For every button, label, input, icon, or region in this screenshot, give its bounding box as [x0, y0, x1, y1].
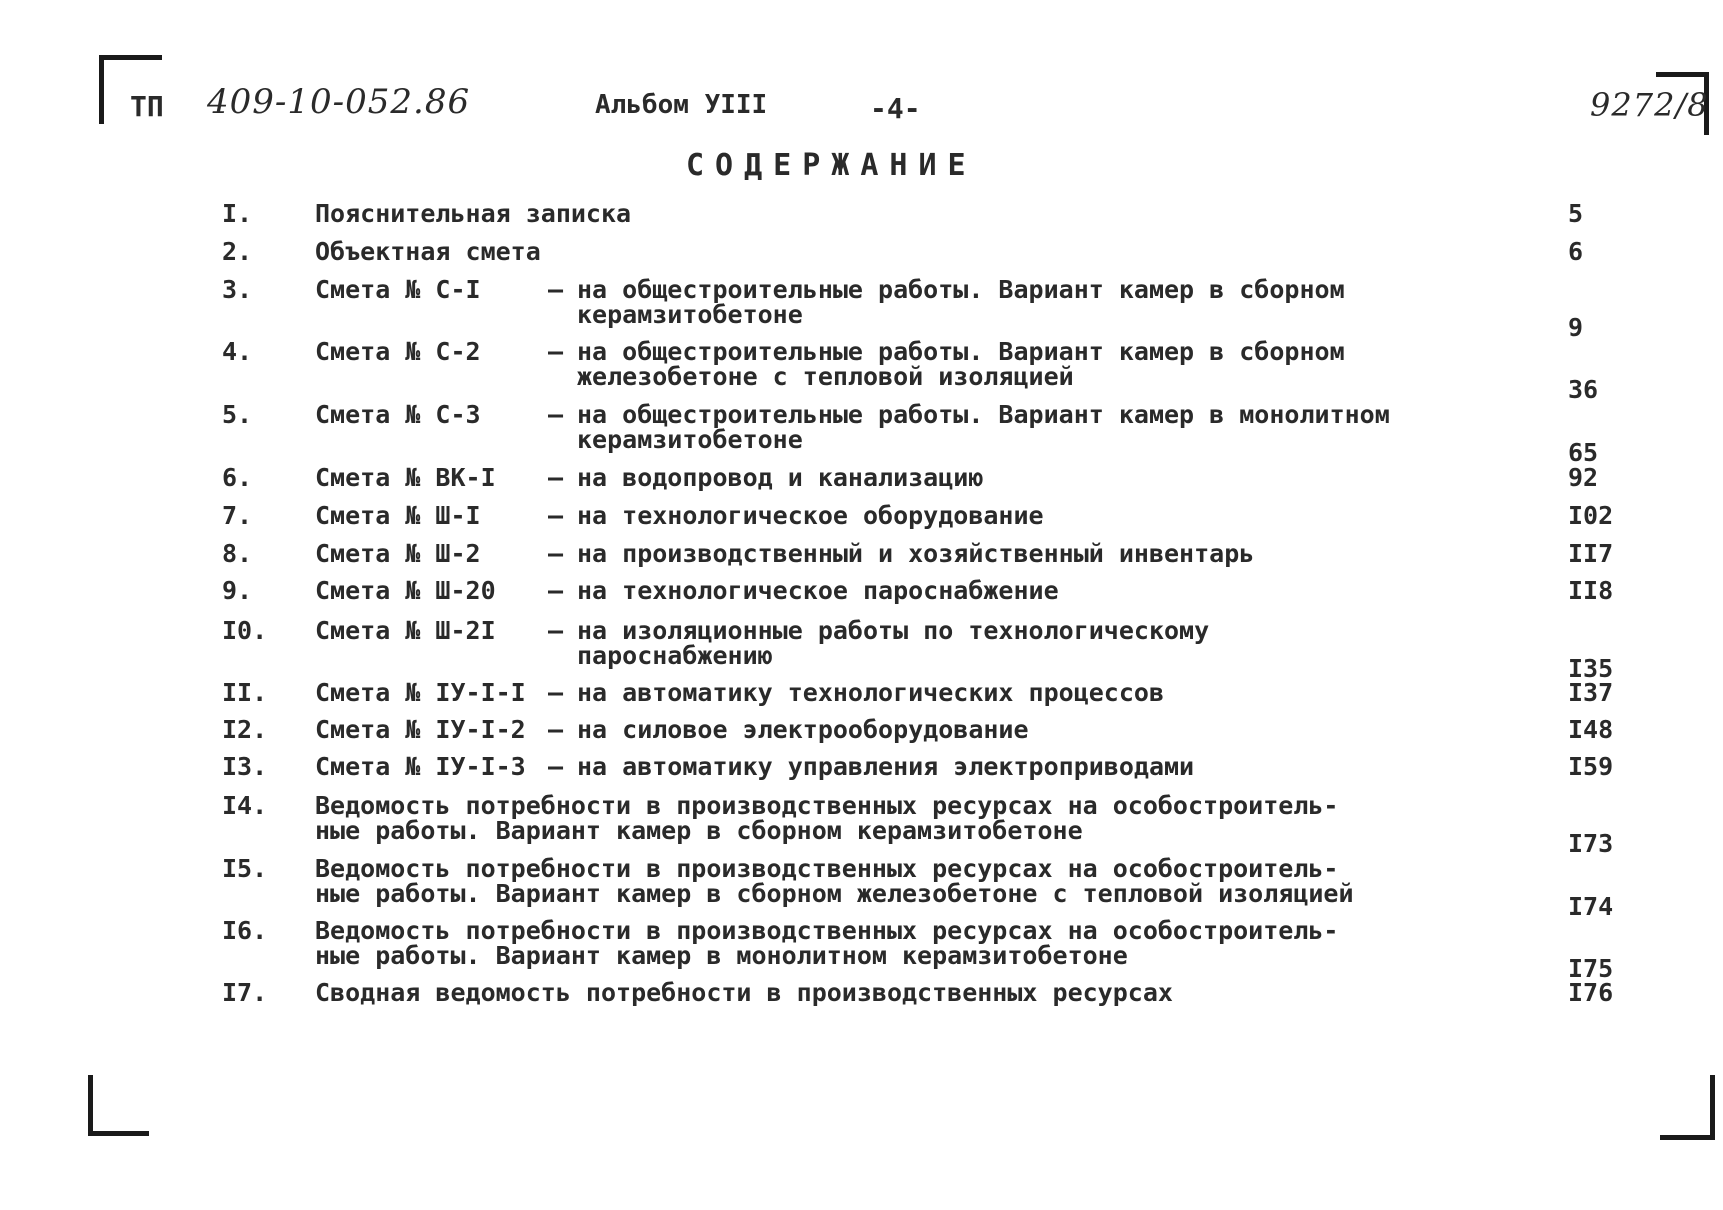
- entry-text: Объектная смета: [315, 237, 541, 266]
- entry-page: 92: [1568, 463, 1599, 492]
- entry-number: 9.: [222, 576, 253, 605]
- entry-number: I6.: [222, 916, 268, 945]
- entry-description-line: на водопровод и канализацию: [577, 463, 984, 492]
- entry-description-line: на силовое электрооборудование: [577, 715, 1029, 744]
- inventory-number: 9272/8: [1590, 86, 1709, 124]
- entry-description-line: на общестроительные работы. Вариант камер в монолитном: [577, 400, 1390, 429]
- entry-dash: –: [548, 539, 564, 568]
- entry-number: 7.: [222, 501, 253, 530]
- entry-dash: –: [548, 752, 564, 781]
- entry-dash: –: [548, 678, 564, 707]
- entry-description-line: на технологическое оборудование: [577, 501, 1044, 530]
- entry-description-line: керамзитобетоне: [577, 300, 803, 329]
- entry-page: I37: [1568, 678, 1614, 707]
- entry-number: 4.: [222, 337, 253, 366]
- entry-description-line: на автоматику технологических процессов: [577, 678, 1164, 707]
- entry-label: Смета № IУ-I-3: [315, 752, 526, 781]
- entry-description-line: на технологическое пароснабжение: [577, 576, 1059, 605]
- entry-text: Сводная ведомость потребности в производственных ресурсах: [315, 978, 1173, 1007]
- entry-text: Пояснительная записка: [315, 199, 632, 228]
- entry-description-line: ные работы. Вариант камер в сборном железобетоне с тепловой изоляцией: [315, 879, 1354, 908]
- entry-description-line: на автоматику управления электроприводами: [577, 752, 1195, 781]
- entry-page: 5: [1568, 199, 1584, 228]
- entry-page: I02: [1568, 501, 1614, 530]
- entry-label: Смета № С-I: [315, 275, 481, 304]
- entry-page: 65: [1568, 438, 1599, 467]
- entry-number: 8.: [222, 539, 253, 568]
- album-label: Альбом УIII: [595, 90, 768, 120]
- entry-description-line: на общестроительные работы. Вариант камер в сборном: [577, 275, 1345, 304]
- entry-description-line: пароснабжению: [577, 641, 773, 670]
- entry-page: II7: [1568, 539, 1614, 568]
- entry-dash: –: [548, 501, 564, 530]
- entry-description-line: на общестроительные работы. Вариант камер в сборном: [577, 337, 1345, 366]
- entry-label: Смета № IУ-I-I: [315, 678, 526, 707]
- entry-page: I35: [1568, 654, 1614, 683]
- entry-dash: –: [548, 576, 564, 605]
- entry-label: Смета № Ш-2: [315, 539, 481, 568]
- entry-label: Смета № С-3: [315, 400, 481, 429]
- entry-number: I5.: [222, 854, 268, 883]
- entry-dash: –: [548, 400, 564, 429]
- entry-number: 3.: [222, 275, 253, 304]
- entry-page: 9: [1568, 313, 1584, 342]
- entry-dash: –: [548, 337, 564, 366]
- entry-description-line: на изоляционные работы по технологическому: [577, 616, 1210, 645]
- entry-number: 6.: [222, 463, 253, 492]
- entry-number: I7.: [222, 978, 268, 1007]
- entry-page: I76: [1568, 978, 1614, 1007]
- entry-page: II8: [1568, 576, 1614, 605]
- page-number: -4-: [870, 92, 921, 125]
- entry-number: I2.: [222, 715, 268, 744]
- entry-page: I74: [1568, 892, 1614, 921]
- entry-page: 6: [1568, 237, 1584, 266]
- entry-description-line: керамзитобетоне: [577, 425, 803, 454]
- entry-number: I.: [222, 199, 253, 228]
- entry-description-line: Ведомость потребности в производственных ресурсах на особостроитель-: [315, 791, 1339, 820]
- entry-label: Смета № ВК-I: [315, 463, 496, 492]
- entry-number: I0.: [222, 616, 268, 645]
- entry-dash: –: [548, 275, 564, 304]
- entry-number: I4.: [222, 791, 268, 820]
- entry-dash: –: [548, 616, 564, 645]
- series-label: ТП: [130, 90, 164, 123]
- entry-dash: –: [548, 463, 564, 492]
- entry-label: Смета № Ш-2I: [315, 616, 496, 645]
- entry-label: Смета № Ш-20: [315, 576, 496, 605]
- entry-page: I75: [1568, 954, 1614, 983]
- entry-number: 5.: [222, 400, 253, 429]
- entry-number: I3.: [222, 752, 268, 781]
- entry-page: I73: [1568, 829, 1614, 858]
- entry-description-line: железобетоне с тепловой изоляцией: [577, 362, 1074, 391]
- entry-page: I48: [1568, 715, 1614, 744]
- corner-mark-bottom-right: [1660, 1075, 1715, 1140]
- project-code: 409-10-052.86: [207, 82, 471, 122]
- entry-label: Смета № С-2: [315, 337, 481, 366]
- entry-dash: –: [548, 715, 564, 744]
- entry-label: Смета № Ш-I: [315, 501, 481, 530]
- entry-page: 36: [1568, 375, 1599, 404]
- entry-label: Смета № IУ-I-2: [315, 715, 526, 744]
- contents-title: СОДЕРЖАНИЕ: [686, 148, 977, 183]
- entry-number: II.: [222, 678, 268, 707]
- entry-description-line: ные работы. Вариант камер в сборном керамзитобетоне: [315, 816, 1083, 845]
- entry-description-line: на производственный и хозяйственный инвентарь: [577, 539, 1255, 568]
- entry-number: 2.: [222, 237, 253, 266]
- entry-description-line: Ведомость потребности в производственных ресурсах на особостроитель-: [315, 854, 1339, 883]
- entry-page: I59: [1568, 752, 1614, 781]
- entry-description-line: Ведомость потребности в производственных ресурсах на особостроитель-: [315, 916, 1339, 945]
- entry-description-line: ные работы. Вариант камер в монолитном керамзитобетоне: [315, 941, 1128, 970]
- corner-mark-bottom-left: [88, 1075, 149, 1136]
